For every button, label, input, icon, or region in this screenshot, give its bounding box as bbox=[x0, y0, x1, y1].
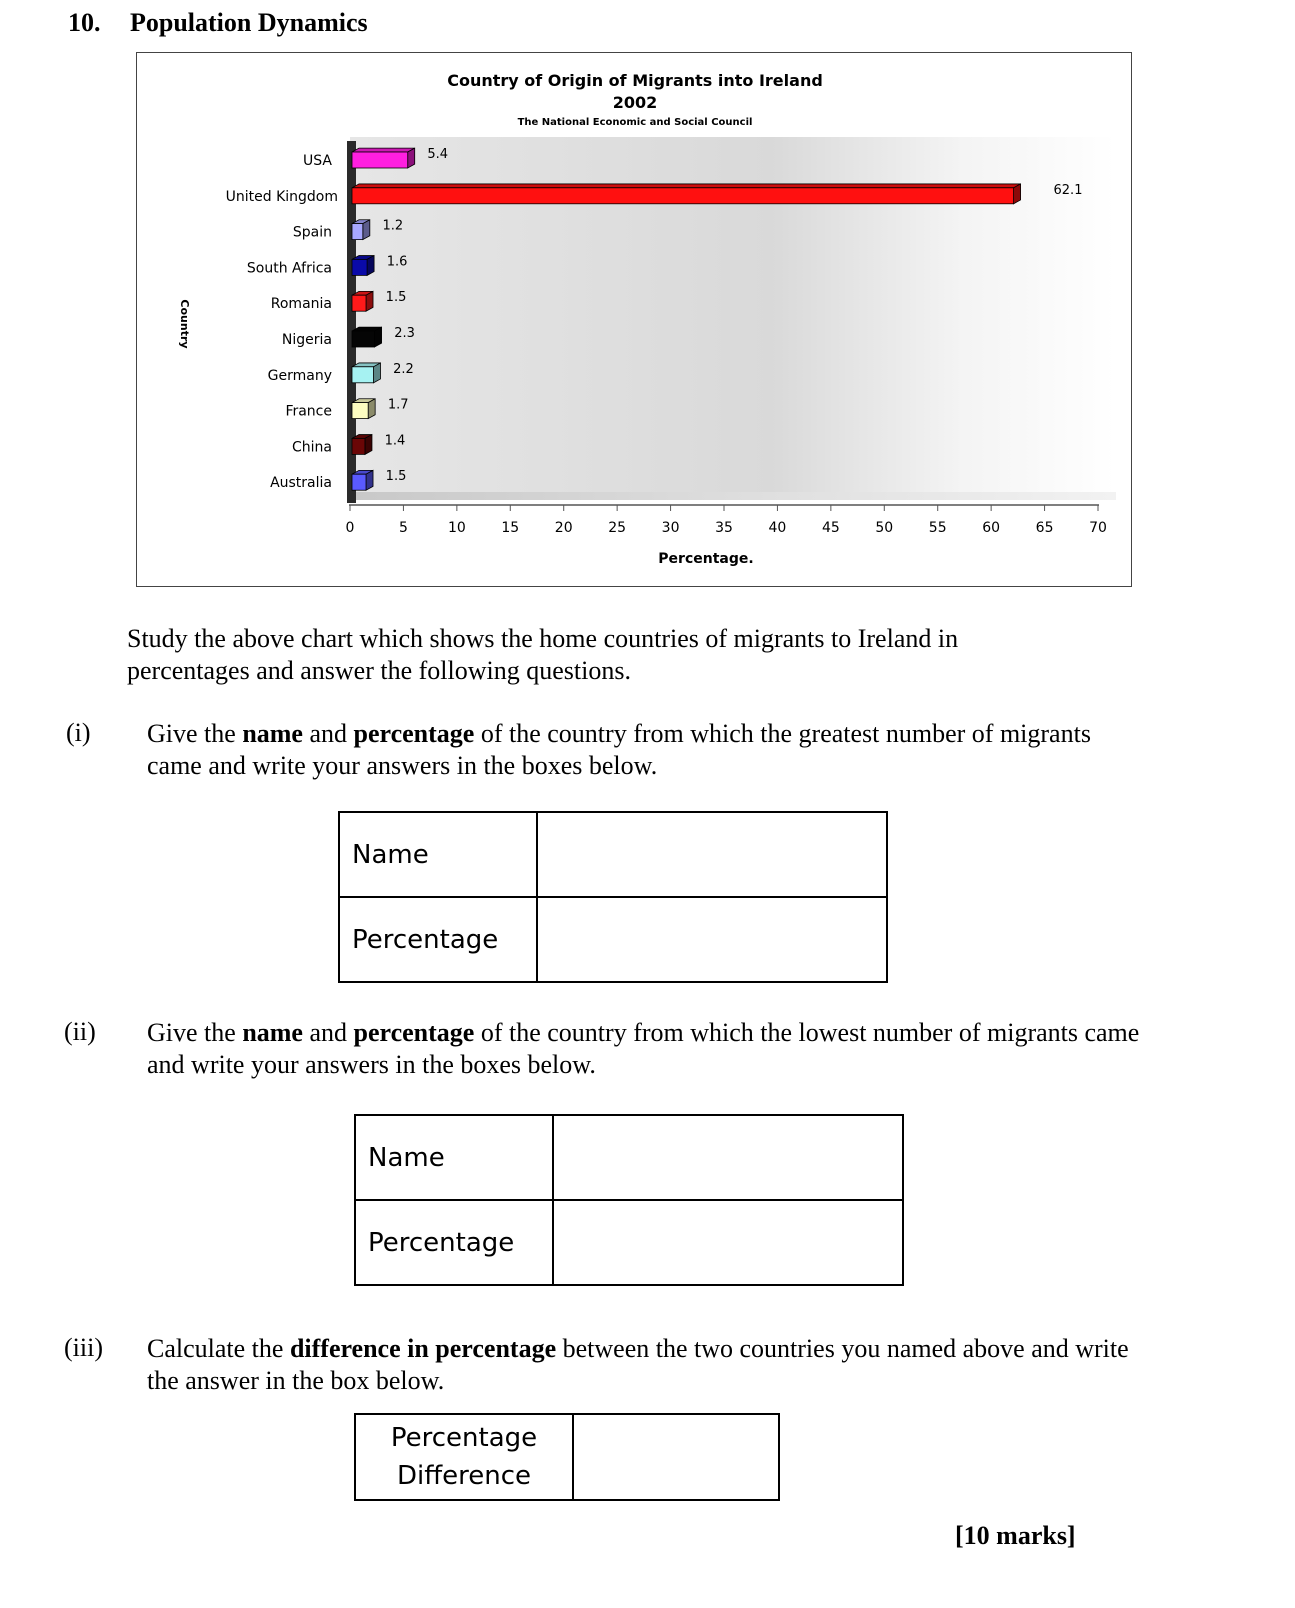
data-label: 62.1 bbox=[1053, 182, 1083, 198]
part-ii-bold-2: percentage bbox=[353, 1018, 475, 1047]
data-label: 1.7 bbox=[387, 397, 409, 413]
intro-text: Study the above chart which shows the home countries of migrants to Ireland in percentages and answer the following questions. bbox=[127, 624, 959, 685]
category-label: China bbox=[292, 439, 332, 456]
x-tick-label: 25 bbox=[608, 520, 627, 536]
part-iii-text bbox=[147, 1333, 1147, 1397]
question-heading bbox=[68, 8, 368, 38]
bar-top bbox=[352, 148, 415, 152]
part-ii-text-3: of the country from which the lowest number of migrants came and write your answers in the boxes below. bbox=[147, 1018, 1140, 1079]
part-iii-number: (iii) bbox=[64, 1333, 103, 1362]
x-tick-label: 50 bbox=[875, 520, 894, 536]
data-label: 1.6 bbox=[386, 254, 408, 270]
x-tick-label: 60 bbox=[982, 520, 1001, 536]
data-label: 2.3 bbox=[394, 326, 415, 341]
y-axis-label: Country bbox=[178, 299, 191, 349]
answer-box-percentage-i[interactable] bbox=[537, 897, 887, 982]
part-i-bold-2: percentage bbox=[353, 719, 475, 748]
category-label: Germany bbox=[267, 367, 332, 384]
question-number: 10. bbox=[68, 8, 101, 37]
bar-united-kingdom bbox=[352, 188, 1014, 204]
question-title: Population Dynamics bbox=[130, 8, 368, 37]
x-tick-label: 10 bbox=[447, 520, 466, 536]
bar-nigeria bbox=[352, 331, 375, 347]
plot-floor bbox=[350, 492, 1116, 500]
bar-south-africa bbox=[352, 259, 367, 275]
category-label: South Africa bbox=[246, 260, 332, 277]
part-ii-text bbox=[147, 1017, 1147, 1081]
bar-side bbox=[374, 363, 381, 383]
x-tick-label: 20 bbox=[554, 520, 573, 536]
answer-box-percentage-ii[interactable] bbox=[553, 1200, 903, 1285]
data-label: 5.4 bbox=[427, 147, 449, 162]
data-label: 1.5 bbox=[385, 290, 407, 306]
data-label: 1.5 bbox=[385, 469, 407, 485]
x-tick-label: 55 bbox=[928, 520, 947, 536]
bar-top bbox=[352, 184, 1021, 188]
part-ii-text-2: and bbox=[302, 1018, 354, 1047]
bar-france bbox=[352, 403, 368, 419]
part-i-text-3: of the country from which the greatest number of migrants came and write your answers in the boxes below. bbox=[147, 719, 1091, 780]
data-label: 2.2 bbox=[393, 361, 414, 377]
answer-table-i bbox=[338, 811, 888, 983]
chart-source: The National Economic and Social Council bbox=[517, 117, 753, 128]
category-label: Nigeria bbox=[281, 332, 332, 348]
answer-table-ii bbox=[354, 1114, 904, 1286]
part-ii-text-1: Give the bbox=[147, 1018, 243, 1047]
category-label: France bbox=[285, 403, 332, 420]
part-iii-text-1: Calculate the bbox=[147, 1334, 290, 1363]
part-i-text bbox=[147, 718, 1147, 782]
bar-side bbox=[375, 327, 382, 347]
bar-usa bbox=[352, 152, 408, 168]
bar-side bbox=[1014, 184, 1021, 204]
bar-side bbox=[367, 256, 374, 276]
label-name-ii: Name bbox=[355, 1115, 553, 1200]
label-percentage-ii: Percentage bbox=[355, 1200, 553, 1285]
migrants-chart bbox=[136, 52, 1132, 587]
part-ii-number: (ii) bbox=[64, 1017, 96, 1046]
bar-side bbox=[363, 220, 370, 240]
marks-total: [10 marks] bbox=[955, 1521, 1076, 1550]
label-line-1: Percentage bbox=[390, 1423, 538, 1453]
part-i-text-2: and bbox=[302, 719, 354, 748]
x-tick-label: 45 bbox=[821, 520, 840, 536]
data-label: 1.2 bbox=[382, 218, 404, 234]
x-tick-label: 40 bbox=[768, 520, 787, 536]
category-label: Australia bbox=[270, 475, 332, 492]
part-i-number: (i) bbox=[66, 718, 91, 747]
x-tick-label: 5 bbox=[398, 520, 408, 536]
chart-title: Country of Origin of Migrants into Ireland bbox=[447, 71, 823, 90]
label-percentage-difference bbox=[355, 1414, 573, 1500]
bar-germany bbox=[352, 367, 374, 383]
category-label: United Kingdom bbox=[225, 188, 338, 205]
bar-side bbox=[368, 399, 375, 419]
chart-subtitle: 2002 bbox=[612, 93, 658, 112]
data-label: 1.4 bbox=[384, 433, 406, 449]
bar-side bbox=[366, 291, 373, 311]
x-tick-label: 15 bbox=[501, 520, 520, 536]
category-label: USA bbox=[303, 153, 332, 169]
part-i-text-1: Give the bbox=[147, 719, 243, 748]
bar-romania bbox=[352, 295, 366, 311]
category-label: Spain bbox=[292, 224, 332, 241]
category-label: Romania bbox=[270, 296, 332, 313]
chart-canvas bbox=[137, 53, 1131, 586]
x-tick-label: 35 bbox=[715, 520, 733, 536]
x-tick-label: 70 bbox=[1089, 520, 1107, 536]
label-percentage-i: Percentage bbox=[339, 897, 537, 982]
bar-side bbox=[366, 470, 373, 490]
bar-side bbox=[408, 148, 415, 168]
part-iii-bold-1: difference in percentage bbox=[289, 1334, 557, 1363]
answer-box-difference[interactable] bbox=[573, 1414, 779, 1500]
x-tick-label: 30 bbox=[661, 520, 680, 536]
x-tick-label: 0 bbox=[345, 520, 355, 536]
bar-china bbox=[352, 438, 365, 454]
bar-australia bbox=[352, 474, 366, 490]
label-name-i: Name bbox=[339, 812, 537, 897]
answer-table-iii bbox=[354, 1413, 780, 1501]
label-line-2: Difference bbox=[396, 1461, 532, 1491]
part-iii-text-2: between the two countries you named above and write the answer in the box below. bbox=[147, 1334, 1129, 1395]
x-axis-label: Percentage. bbox=[658, 551, 754, 567]
bar-side bbox=[365, 435, 372, 455]
part-i-bold-1: name bbox=[242, 719, 303, 748]
x-tick-label: 65 bbox=[1035, 520, 1054, 536]
bar-spain bbox=[352, 224, 363, 240]
part-ii-bold-1: name bbox=[242, 1018, 303, 1047]
answer-box-name-ii[interactable] bbox=[553, 1115, 903, 1200]
answer-box-name-i[interactable] bbox=[537, 812, 887, 897]
